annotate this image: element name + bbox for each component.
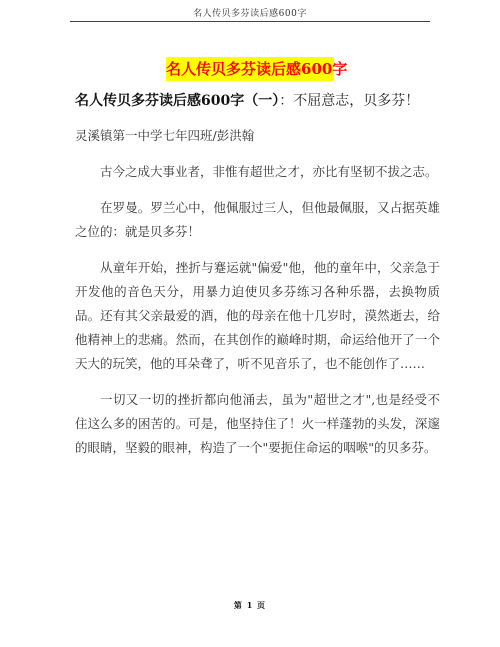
- running-header: 名人传贝多芬读后感600字: [193, 9, 307, 19]
- author-line: 灵溪镇第一中学七年四班/彭洪翰: [75, 128, 255, 143]
- paragraph: 从童年开始，挫折与蹇运就"偏爱"他，他的童年中，父亲急于开发他的音色天分，用暴力迫使贝多芬练习各种乐器，去换物质品。还有其父亲最爱的酒，他的母亲在他十几岁时，漠然逝去，给他精神上的悲痛。然而，在其创作的巅峰时期，命运给他开了一个天大的玩笑，他的耳朵聋了，听不见音乐了，也不能创作了……: [75, 260, 440, 371]
- paragraph: 在罗曼。罗兰心中，他佩服过三人，但他最佩服，又占据英雄之位的：就是贝多芬！: [75, 200, 440, 239]
- subtitle-main: 名人传贝多芬读后感600字（一）: [75, 93, 280, 109]
- article-body: [75, 88, 440, 460]
- document-title: 名人传贝多芬读后感600字: [166, 57, 334, 81]
- article-subtitle: [75, 88, 440, 114]
- header-divider: [70, 21, 430, 22]
- subtitle-tail: ：不屈意志，贝多芬！: [279, 93, 420, 109]
- page-number: 第 1 页: [233, 600, 267, 610]
- paragraph: 古今之成大事业者，非惟有超世之才，亦比有坚韧不拔之志。: [100, 164, 438, 179]
- paragraph: 一切又一切的挫折都向他涌去，虽为"超世之才",也是经受不住这么多的困苦的。可是，他坚持住了！火一样蓬勃的头发，深邃的眼睛，坚毅的眼神，构造了一个"要扼住命运的咽喉"的贝多芬。: [75, 392, 440, 455]
